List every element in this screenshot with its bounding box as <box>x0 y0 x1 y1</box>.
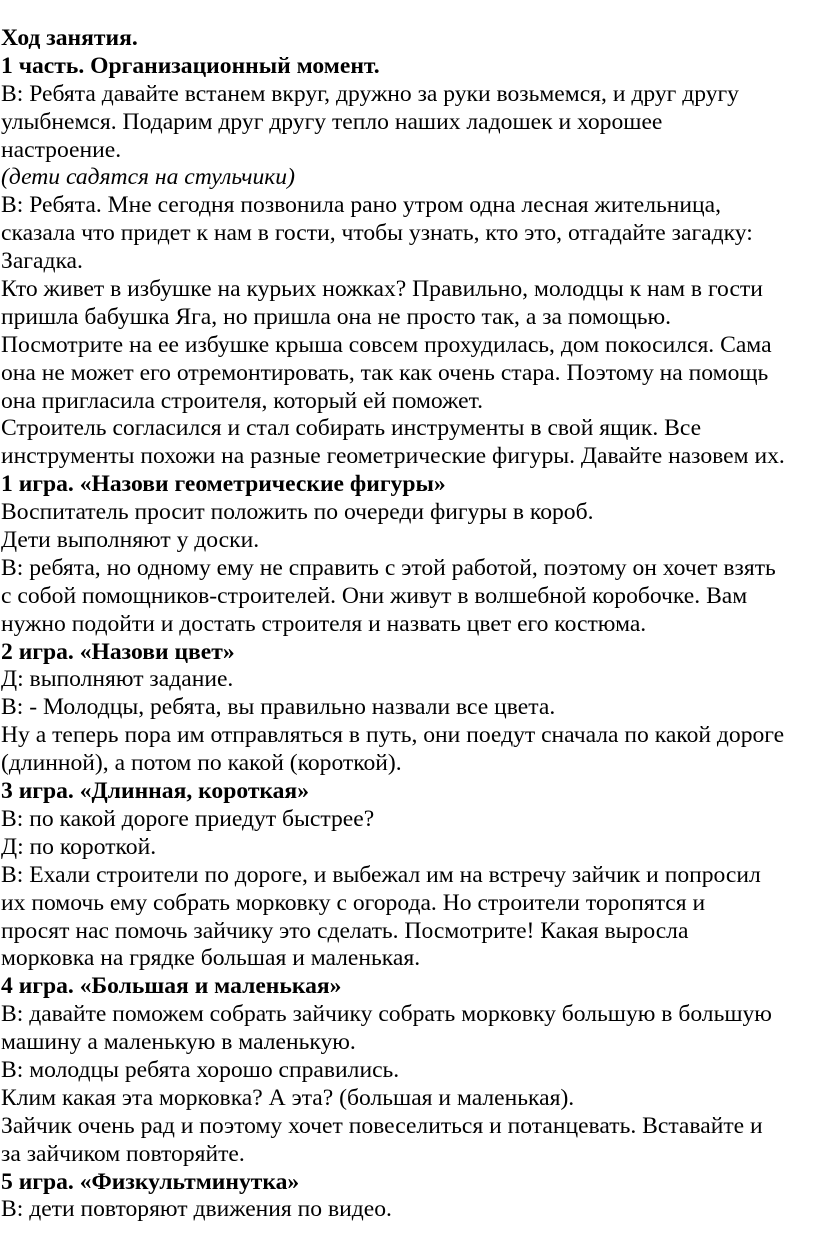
text-line: В: по какой дороге приедут быстрее? <box>1 805 375 832</box>
text-line: их помочь ему собрать морковку с огорода. Но строители торопятся и <box>1 889 706 916</box>
text-line: В: давайте поможем собрать зайчику собрать морковку большую в большую <box>1 1001 772 1028</box>
text-line: Строитель согласился и стал собирать инструменты в свой ящик. Все <box>1 415 702 442</box>
text-line: она пригласила строителя, который ей поможет. <box>1 387 484 414</box>
game-2-heading: 2 игра. «Назови цвет» <box>1 638 235 665</box>
text-line: с собой помощников-строителей. Они живут в волшебной коробочке. Вам <box>1 582 748 609</box>
text-line: инструменты похожи на разные геометрические фигуры. Давайте назовем их. <box>1 443 785 470</box>
text-line: настроение. <box>1 136 122 163</box>
game-1-heading: 1 игра. «Назови геометрические фигуры» <box>1 471 446 498</box>
document-body <box>0 25 816 1224</box>
text-line: просят нас помочь зайчику это сделать. Посмотрите! Какая выросла <box>1 917 689 944</box>
game-4-heading: 4 игра. «Большая и маленькая» <box>1 973 342 1000</box>
text-line: В: молодцы ребята хорошо справились. <box>1 1056 400 1083</box>
text-line: Зайчик очень рад и поэтому хочет повеселиться и потанцевать. Вставайте и <box>1 1112 763 1139</box>
game-5-heading: 5 игра. «Физкультминутка» <box>1 1168 300 1195</box>
text-line: нужно подойти и достать строителя и назвать цвет его костюма. <box>1 610 647 637</box>
text-line: Клим какая эта морковка? А эта? (большая и маленькая). <box>1 1084 575 1111</box>
text-line: В: Ребята. Мне сегодня позвонила рано утром одна лесная жительница, <box>1 192 722 219</box>
text-line: Ну а теперь пора им отправляться в путь, они поедут сначала по какой дороге <box>1 722 785 749</box>
stage-direction: (дети садятся на стульчики) <box>1 164 295 191</box>
text-line: улыбнемся. Подарим друг другу тепло наших ладошек и хорошее <box>1 108 663 135</box>
text-line: морковка на грядке большая и маленькая. <box>1 945 421 972</box>
text-line: Д: по короткой. <box>1 833 157 860</box>
text-line: Загадка. <box>1 248 83 275</box>
text-line: пришла бабушка Яга, но пришла она не просто так, а за помощью. <box>1 303 672 330</box>
part-heading: 1 часть. Организационный момент. <box>1 52 380 79</box>
text-line: В: - Молодцы, ребята, вы правильно назвали все цвета. <box>1 694 556 721</box>
text-line: В: Ребята давайте встанем вкруг, дружно за руки возьмемся, и друг другу <box>1 80 739 107</box>
text-line: Воспитатель просит положить по очереди фигуры в короб. <box>1 499 594 526</box>
text-line: В: ребята, но одному ему не справить с этой работой, поэтому он хочет взять <box>1 554 776 581</box>
text-line: В: дети повторяют движения по видео. <box>1 1196 392 1223</box>
game-3-heading: 3 игра. «Длинная, короткая» <box>1 778 309 805</box>
text-line: за зайчиком повторяйте. <box>1 1140 245 1167</box>
text-line: Посмотрите на ее избушке крыша совсем прохудилась, дом покосился. Сама <box>1 331 772 358</box>
text-line: Д: выполняют задание. <box>1 666 234 693</box>
lesson-heading: Ход занятия. <box>1 25 138 51</box>
text-line: Кто живет в избушке на курьих ножках? Правильно, молодцы к нам в гости <box>1 276 763 303</box>
text-line: Дети выполняют у доски. <box>1 527 260 554</box>
text-line: машину а маленькую в маленькую. <box>1 1029 356 1056</box>
text-line: она не может его отремонтировать, так как очень стара. Поэтому на помощь <box>1 359 769 386</box>
text-line: (длинной), а потом по какой (короткой). <box>1 750 402 777</box>
text-line: сказала что придет к нам в гости, чтобы узнать, кто это, отгадайте загадку: <box>1 220 753 247</box>
text-line: В: Ехали строители по дороге, и выбежал им на встречу зайчик и попросил <box>1 861 761 888</box>
